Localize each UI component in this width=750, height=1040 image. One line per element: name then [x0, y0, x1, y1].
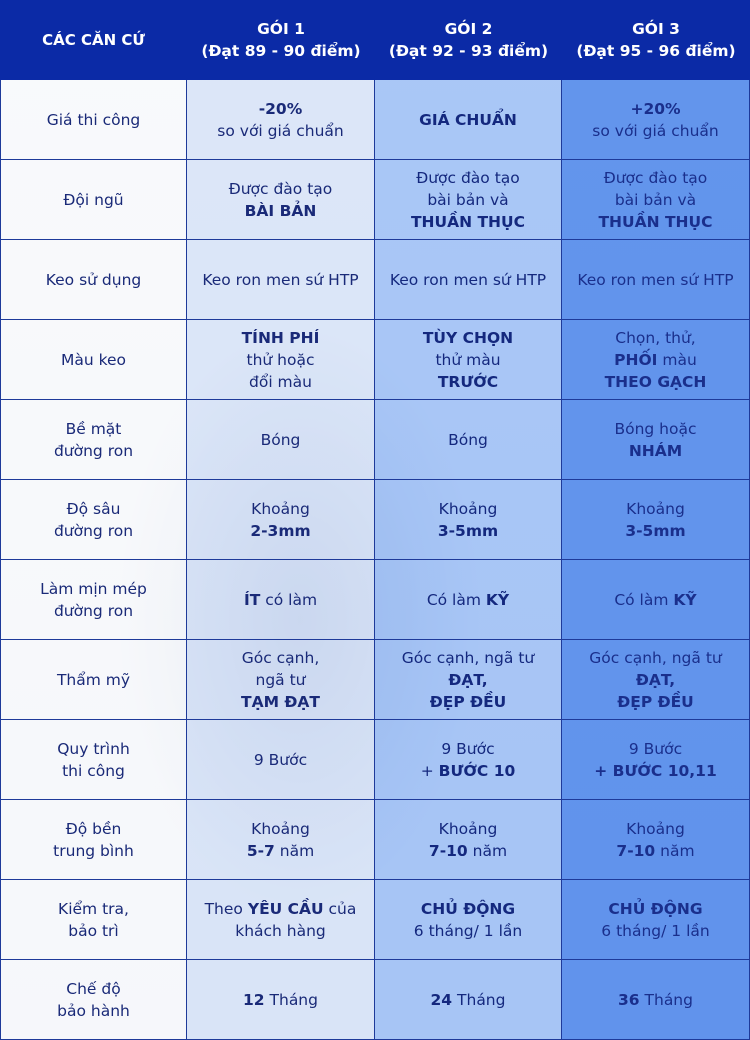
cell-text: Chọn, thử, — [615, 328, 696, 347]
row-label-lam-min-mep — [0, 560, 187, 640]
cell-tham-my-package-2 — [375, 640, 562, 720]
cell-che-do-bao-hanh-package-3 — [562, 960, 750, 1040]
emphasis-text: BƯỚC 10 — [438, 761, 516, 780]
cell-kiem-tra-bao-tri-package-1 — [187, 880, 375, 960]
row-label-line: thi công — [62, 761, 125, 780]
cell-text: thử màu — [435, 350, 501, 369]
row-label-line: Làm mịn mép — [40, 579, 147, 598]
cell-line — [414, 920, 522, 942]
emphasis-text: ÍT — [243, 590, 261, 609]
cell-line — [626, 818, 685, 840]
cell-text: khách hàng — [235, 921, 326, 940]
cell-line — [601, 920, 709, 942]
cell-line — [438, 371, 498, 393]
cell-line — [435, 349, 500, 371]
cell-tham-my-package-1 — [187, 640, 375, 720]
cell-line — [235, 920, 326, 942]
cell-text: Khoảng — [438, 499, 498, 518]
cell-quy-trinh-package-3 — [562, 720, 750, 800]
cell-line — [245, 200, 317, 222]
cell-line — [202, 269, 358, 291]
cell-gia-thi-cong-package-2 — [375, 80, 562, 160]
cell-text: Bóng — [448, 430, 488, 449]
row-label-line: Độ sâu — [66, 499, 121, 518]
cell-line — [205, 898, 357, 920]
cell-text: Keo ron men sứ HTP — [577, 270, 734, 289]
cell-line — [229, 178, 333, 200]
cell-text: Khoảng — [626, 819, 685, 838]
emphasis-text: GIÁ CHUẨN — [419, 110, 517, 129]
cell-text: thử hoặc — [246, 350, 315, 369]
emphasis-text: 12 — [243, 990, 265, 1009]
cell-line — [421, 760, 516, 782]
cell-line — [614, 349, 697, 371]
cell-line — [626, 498, 685, 520]
cell-doi-ngu-package-3 — [562, 160, 750, 240]
cell-do-ben-package-1 — [187, 800, 375, 880]
cell-line — [247, 349, 315, 371]
row-label-line: Màu keo — [60, 350, 127, 369]
emphasis-text: CHỦ ĐỘNG — [420, 899, 516, 918]
emphasis-text: 24 — [430, 990, 453, 1009]
emphasis-text: +20% — [630, 99, 681, 118]
cell-line — [605, 371, 707, 393]
cell-line — [249, 371, 312, 393]
cell-text: Có làm — [614, 590, 674, 609]
cell-line — [439, 498, 498, 520]
cell-do-ben-package-2 — [375, 800, 562, 880]
cell-line — [614, 418, 696, 440]
row-label-line: Chế độ — [66, 979, 121, 998]
cell-line — [419, 109, 517, 131]
emphasis-text: THUẦN THỤC — [598, 212, 713, 231]
row-label-line: Thẩm mỹ — [56, 670, 131, 689]
cell-line — [390, 269, 546, 291]
cell-line — [242, 327, 320, 349]
cell-line — [411, 211, 525, 233]
cell-line — [421, 898, 515, 920]
cell-text: 9 Bước — [441, 739, 495, 758]
row-label-line: Giá thi công — [46, 110, 141, 129]
emphasis-text: PHỐI — [614, 350, 658, 369]
cell-quy-trinh-package-1 — [187, 720, 375, 800]
cell-line — [636, 669, 675, 691]
cell-be-mat-duong-ron-package-2 — [375, 400, 562, 480]
emphasis-text: ĐẸP ĐỀU — [617, 692, 694, 711]
cell-text: Được đào tạo — [416, 168, 520, 187]
header-package-3 — [562, 0, 750, 80]
emphasis-text: THUẦN THỤC — [410, 212, 525, 231]
cell-line — [608, 898, 702, 920]
cell-keo-su-dung-package-2 — [375, 240, 562, 320]
row-label-line: Quy trình — [57, 739, 130, 758]
emphasis-text: CHỦ ĐỘNG — [608, 899, 703, 918]
cell-gia-thi-cong-package-1 — [187, 80, 375, 160]
cell-text: Khoảng — [438, 819, 498, 838]
emphasis-text: NHÁM — [628, 441, 683, 460]
cell-text: Keo ron men sứ HTP — [202, 270, 359, 289]
cell-line — [250, 520, 310, 542]
cell-line — [261, 429, 301, 451]
cell-text: năm — [655, 841, 695, 860]
emphasis-text: 3-5mm — [625, 521, 686, 540]
row-label-kiem-tra-bao-tri — [0, 880, 187, 960]
emphasis-text: THEO GẠCH — [604, 372, 707, 391]
cell-text: Tháng — [264, 990, 318, 1009]
cell-doi-ngu-package-1 — [187, 160, 375, 240]
cell-kiem-tra-bao-tri-package-2 — [375, 880, 562, 960]
header-criteria — [0, 0, 187, 80]
cell-line — [448, 429, 488, 451]
row-label-line: Kiểm tra, — [58, 899, 129, 918]
row-label-line: Đội ngũ — [63, 190, 124, 209]
cell-line — [616, 840, 694, 862]
row-label-line: bảo hành — [57, 1001, 130, 1020]
cell-kiem-tra-bao-tri-package-3 — [562, 880, 750, 960]
row-label-line: trung bình — [53, 841, 134, 860]
emphasis-text: ĐẠT, — [635, 670, 676, 689]
cell-text: bài bản và — [614, 190, 697, 209]
row-label-line: đường ron — [53, 521, 134, 540]
cell-line — [615, 327, 695, 349]
row-label-line: Keo sử dụng — [45, 270, 142, 289]
cell-tham-my-package-3 — [562, 640, 750, 720]
package-1-name: GÓI 1 — [257, 20, 305, 38]
cell-lam-min-mep-package-2 — [375, 560, 562, 640]
cell-text: đổi màu — [249, 372, 312, 391]
cell-text: bài bản và — [427, 190, 509, 209]
cell-doi-ngu-package-2 — [375, 160, 562, 240]
cell-line — [242, 647, 320, 669]
cell-line — [630, 98, 680, 120]
cell-mau-keo-package-3 — [562, 320, 750, 400]
emphasis-text: -20% — [258, 99, 303, 118]
cell-gia-thi-cong-package-3 — [562, 80, 750, 160]
header-criteria-label: CÁC CĂN CỨ — [42, 31, 145, 49]
cell-line — [254, 749, 307, 771]
emphasis-text: TÙY CHỌN — [422, 328, 514, 347]
cell-text: Khoảng — [251, 499, 310, 518]
package-2-name: GÓI 2 — [444, 20, 493, 38]
cell-mau-keo-package-1 — [187, 320, 375, 400]
cell-text: Keo ron men sứ HTP — [389, 270, 547, 289]
cell-text: ngã tư — [255, 670, 306, 689]
emphasis-text: 2-3mm — [250, 521, 311, 540]
header-package-2 — [375, 0, 562, 80]
emphasis-text: TÍNH PHÍ — [241, 328, 320, 347]
cell-line — [247, 840, 314, 862]
cell-keo-su-dung-package-3 — [562, 240, 750, 320]
cell-line — [244, 589, 317, 611]
emphasis-text: ĐẠT, — [448, 670, 488, 689]
emphasis-text: 7-10 — [428, 841, 468, 860]
cell-text: Góc cạnh, ngã tư — [401, 648, 535, 667]
emphasis-text: YÊU CẦU — [247, 899, 324, 918]
cell-line — [241, 691, 320, 713]
cell-line — [427, 589, 509, 611]
cell-lam-min-mep-package-3 — [562, 560, 750, 640]
cell-text: Góc cạnh, ngã tư — [589, 648, 722, 667]
cell-text: + — [420, 761, 439, 780]
cell-che-do-bao-hanh-package-2 — [375, 960, 562, 1040]
cell-line — [259, 98, 303, 120]
cell-do-sau-duong-ron-package-1 — [187, 480, 375, 560]
cell-line — [592, 120, 718, 142]
cell-line — [441, 738, 494, 760]
row-label-gia-thi-cong — [0, 80, 187, 160]
cell-line — [604, 167, 708, 189]
emphasis-text: KỸ — [485, 590, 510, 609]
cell-text: 6 tháng/ 1 lần — [413, 921, 523, 940]
cell-line — [431, 989, 506, 1011]
cell-line — [615, 189, 696, 211]
cell-be-mat-duong-ron-package-1 — [187, 400, 375, 480]
emphasis-text: TẠM ĐẠT — [241, 692, 320, 711]
emphasis-text: ĐẸP ĐỀU — [429, 692, 507, 711]
cell-text: Góc cạnh, — [241, 648, 320, 667]
cell-line — [423, 327, 513, 349]
cell-text: Khoảng — [626, 499, 685, 518]
cell-line — [251, 818, 310, 840]
row-label-line: đường ron — [53, 601, 134, 620]
emphasis-text: BÀI BẢN — [244, 201, 317, 220]
cell-text: Bóng hoặc — [614, 419, 697, 438]
cell-do-sau-duong-ron-package-2 — [375, 480, 562, 560]
package-3-score: (Đạt 95 - 96 điểm) — [576, 42, 736, 60]
cell-text: có làm — [260, 590, 318, 609]
cell-text: Bóng — [260, 430, 301, 449]
cell-line — [217, 120, 343, 142]
emphasis-text: KỸ — [673, 590, 697, 609]
cell-che-do-bao-hanh-package-1 — [187, 960, 375, 1040]
cell-line — [402, 647, 534, 669]
cell-text: 6 tháng/ 1 lần — [601, 921, 710, 940]
cell-line — [256, 669, 306, 691]
cell-line — [243, 989, 318, 1011]
row-label-do-ben — [0, 800, 187, 880]
emphasis-text: 3-5mm — [437, 521, 499, 540]
emphasis-text: 7-10 — [616, 841, 656, 860]
cell-line — [594, 760, 717, 782]
package-1-score: (Đạt 89 - 90 điểm) — [201, 42, 361, 60]
cell-text: 9 Bước — [253, 750, 308, 769]
row-label-keo-su-dung — [0, 240, 187, 320]
cell-line — [427, 189, 508, 211]
emphasis-text: 36 — [618, 990, 640, 1009]
cell-line — [629, 440, 682, 462]
cell-text: Khoảng — [251, 819, 310, 838]
cell-text: 9 Bước — [628, 739, 683, 758]
row-label-line: bảo trì — [68, 921, 119, 940]
cell-text: Tháng — [639, 990, 693, 1009]
cell-line — [598, 211, 712, 233]
row-label-quy-trinh — [0, 720, 187, 800]
cell-quy-trinh-package-2 — [375, 720, 562, 800]
cell-text: Có làm — [426, 590, 486, 609]
cell-text: Theo — [204, 899, 248, 918]
cell-line — [589, 647, 721, 669]
row-label-mau-keo — [0, 320, 187, 400]
cell-line — [251, 498, 310, 520]
cell-do-ben-package-3 — [562, 800, 750, 880]
emphasis-text: TRƯỚC — [437, 372, 499, 391]
cell-line — [618, 989, 693, 1011]
cell-line — [625, 520, 685, 542]
cell-text: Tháng — [452, 990, 506, 1009]
cell-line — [430, 691, 507, 713]
row-label-doi-ngu — [0, 160, 187, 240]
header-package-1 — [187, 0, 375, 80]
package-3-name: GÓI 3 — [632, 20, 680, 38]
cell-text: so với giá chuẩn — [592, 121, 719, 140]
cell-lam-min-mep-package-1 — [187, 560, 375, 640]
row-label-tham-my — [0, 640, 187, 720]
cell-text: năm — [274, 841, 315, 860]
cell-text: của — [323, 899, 357, 918]
cell-line — [614, 589, 696, 611]
cell-line — [629, 738, 682, 760]
cell-line — [438, 520, 498, 542]
row-label-be-mat-duong-ron — [0, 400, 187, 480]
emphasis-text: 5-7 — [246, 841, 275, 860]
cell-mau-keo-package-2 — [375, 320, 562, 400]
cell-line — [429, 840, 507, 862]
cell-keo-su-dung-package-1 — [187, 240, 375, 320]
row-label-line: Bề mặt — [65, 419, 122, 438]
cell-be-mat-duong-ron-package-3 — [562, 400, 750, 480]
cell-line — [416, 167, 520, 189]
emphasis-text: + BƯỚC 10,11 — [594, 761, 717, 780]
cell-text: Được đào tạo — [603, 168, 708, 187]
row-label-do-sau-duong-ron — [0, 480, 187, 560]
cell-text: so với giá chuẩn — [217, 121, 344, 140]
cell-line — [577, 269, 733, 291]
row-label-che-do-bao-hanh — [0, 960, 187, 1040]
row-label-line: đường ron — [53, 441, 134, 460]
cell-line — [439, 818, 498, 840]
cell-text: năm — [467, 841, 508, 860]
cell-text: màu — [657, 350, 697, 369]
cell-line — [617, 691, 694, 713]
package-2-score: (Đạt 92 - 93 điểm) — [388, 42, 549, 60]
cell-line — [448, 669, 487, 691]
cell-do-sau-duong-ron-package-3 — [562, 480, 750, 560]
cell-text: Được đào tạo — [228, 179, 333, 198]
row-label-line: Độ bền — [65, 819, 122, 838]
